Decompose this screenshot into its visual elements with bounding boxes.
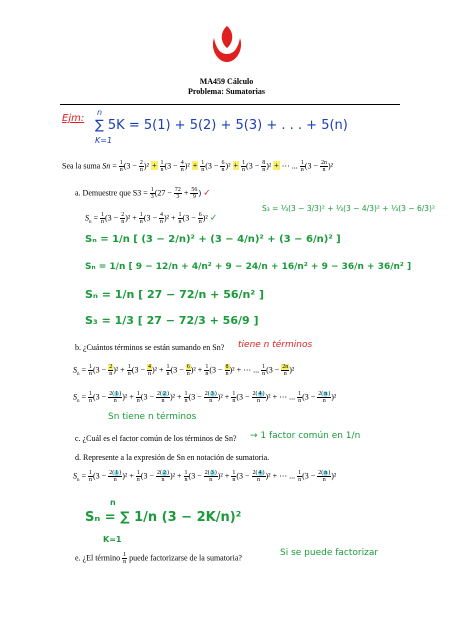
sn-expansion-2: Sₙ = 1/n [ 9 − 12/n + 4/n² + 9 − 24/n + 16/n² + 9 − 36/n + 36/n² ] — [85, 262, 412, 272]
part-b-note: Sn tiene n términos — [108, 412, 197, 422]
sn-three-terms: $S_n$ = $\frac{1}{n}$ (3 − $\frac{2}{n}$ )² + $\frac{1}{n}$ (3 − $\frac{4}{n}$ )² + $\frac{1}{n}$ (3 − $\frac{6}{n}$ )² ✓ — [85, 212, 218, 225]
example-sum-bottom: K=1 — [95, 136, 113, 145]
example-sum-top: n — [97, 108, 103, 117]
green-check-icon: ✓ — [209, 213, 218, 224]
part-e-answer: Si se puede factorizar — [280, 548, 379, 558]
part-e-text-2: puede factorizarse de la sumatoria? — [129, 553, 242, 563]
part-b-answer: tiene n términos — [238, 340, 313, 350]
example-sum: ∑ 5K = 5(1) + 5(2) + 5(3) + . . . + 5(n) — [95, 118, 348, 133]
part-c — [75, 434, 237, 443]
part-e-text: e. ¿El término — [75, 553, 121, 563]
upc-logo-icon — [208, 22, 246, 66]
sn-terms-row-3: $S_n$ = $\frac{1}{n}$ (3 − $\frac{2(1)}{n}$ )² + $\frac{1}{n}$ (3 − $\frac{2(2)}{n}$ )² + $\frac{1}{n}$ (3 − $\frac{2(3)}{n}$ )² + $\frac{1}{n}$ (3 − $\frac{2(4)}{n}$ )² + ⋯ ... $\frac{1}{n}$ (3 − $\frac{2(n)}{n}$ )² — [73, 470, 337, 483]
header-divider — [60, 104, 400, 105]
part-b-text: b. ¿Cuántos términos se están sumando en Sn? — [75, 343, 225, 352]
part-b — [75, 343, 224, 352]
part-d-text: d. Represente a la expresión de Sn en notación de sumatoria. — [75, 453, 270, 462]
part-d-answer: Sₙ = ∑ 1/n (3 − 2K/n)² — [85, 510, 242, 525]
part-d — [75, 453, 269, 462]
sn-terms-row-2: $S_n$ = $\frac{1}{n}$ (3 − $\frac{2(1)}{n}$ )² + $\frac{1}{n}$ (3 − $\frac{2(2)}{n}$ )² + $\frac{1}{n}$ (3 − $\frac{2(3)}{n}$ )² + $\frac{1}{n}$ (3 − $\frac{2(4)}{n}$ )² + ⋯ ... $\frac{1}{n}$ (3 − $\frac{2(n)}{n}$ )² — [73, 391, 337, 404]
part-a-text: a. Demuestre que S3 = — [75, 188, 148, 198]
part-c-answer: → 1 factor común en 1/n — [250, 431, 361, 441]
red-check-icon: ✓ — [203, 188, 211, 199]
example-label: Ejm: — [62, 113, 85, 124]
part-e: e. ¿El término $\frac{1}{n}$ puede factorizarse de la sumatoria? — [75, 552, 242, 565]
s3-result: S₃ = 1/3 [ 27 − 72/3 + 56/9 ] — [85, 314, 259, 327]
part-c-text: c. ¿Cuál es el factor común de los términos de Sn? — [75, 434, 237, 443]
part-d-sum-top: n — [110, 498, 116, 507]
sn-expansion-1: Sₙ = 1/n [ (3 − 2/n)² + (3 − 4/n)² + (3 − 6/n)² ] — [85, 234, 341, 245]
part-a: a. Demuestre que S3 = $\frac{1}{3}$ (27 − $\frac{72}{3}$ + $\frac{56}{9}$ ) ✓ — [75, 187, 211, 200]
definition-line: Sea la suma Sn = $\frac{1}{n}$ (3 − $\frac{2}{n}$ )² + $\frac{1}{n}$ (3 − $\frac{4}{n}$ )² + $\frac{1}{n}$ (3 − $\frac{6}{n}$ )² + $\frac{1}{n}$ (3 − $\frac{8}{n}$ )² + ⋯ ... $\frac{1}{n}$ (3 − $\frac{2n}{n}$ )² — [62, 160, 334, 173]
problem-title: Problema: Sumatorias — [188, 87, 265, 96]
part-d-sum-bottom: K=1 — [103, 535, 122, 544]
sea-text: Sea la suma — [62, 161, 101, 171]
sn-symbol: Sn — [102, 161, 111, 171]
sn-terms-row-1: $S_n$ = $\frac{1}{n}$ (3 − $\frac{2}{n}$ )² + $\frac{1}{n}$ (3 − $\frac{4}{n}$ )² + $\frac{1}{n}$ (3 − $\frac{6}{n}$ )² + $\frac{1}{n}$ (3 − $\frac{8}{n}$ )² + ⋯ ... $\frac{1}{n}$ (3 − $\frac{2n}{n}$ )² — [73, 364, 295, 377]
s3-side-note: S₃ = ⅓(3 − 3/3)² + ⅓(3 − 4/3)² + ⅓(3 − 6/3)² — [262, 204, 435, 213]
course-title: MA459 Cálculo — [199, 77, 254, 86]
sn-expansion-3: Sₙ = 1/n [ 27 − 72/n + 56/n² ] — [85, 288, 265, 301]
